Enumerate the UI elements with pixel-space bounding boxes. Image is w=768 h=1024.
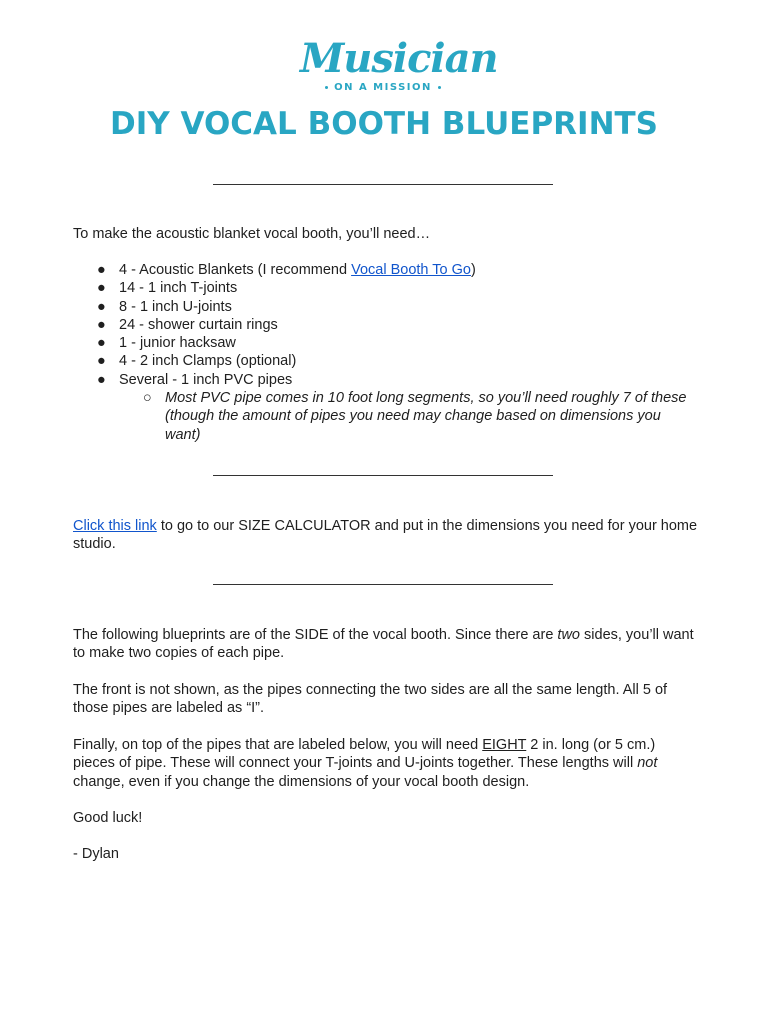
list-item xyxy=(73,279,698,297)
list-item-text: Several - 1 inch PVC pipes xyxy=(119,371,293,388)
para1-emphasis: two xyxy=(557,627,580,643)
list-item-text-end: ) xyxy=(470,262,476,278)
bullet-icon: ● xyxy=(97,280,106,297)
musician-on-a-mission-logo xyxy=(300,35,498,100)
para3-text-c: change, even if you change the dimensions of your vocal booth design. xyxy=(73,773,530,790)
logo-wordmark: Musician xyxy=(300,35,498,82)
logo-tagline xyxy=(300,82,466,94)
page-title: DIY VOCAL BOOTH BLUEPRINTS xyxy=(110,106,658,142)
list-item-text: 14 - 1 inch T-joints xyxy=(119,280,238,297)
calculator-text: to go to our SIZE CALCULATOR and put in the dimensions you need for your home studio. xyxy=(73,518,698,553)
list-item-text: 8 - 1 inch U-joints xyxy=(119,298,232,315)
materials-list xyxy=(73,261,698,444)
list-item xyxy=(73,298,698,316)
list-item-text: 4 - Acoustic Blankets (I recommend xyxy=(119,262,352,278)
list-item xyxy=(73,261,698,279)
bullet-icon: ● xyxy=(97,298,106,315)
signature-text: - Dylan xyxy=(73,846,119,862)
bullet-icon: ● xyxy=(97,371,106,388)
bullet-icon: ● xyxy=(97,316,106,333)
para3-text-a: Finally, on top of the pipes that are labeled below, you will need xyxy=(73,737,483,753)
list-item xyxy=(73,352,698,370)
bullet-icon: ● xyxy=(97,353,106,370)
vocal-booth-to-go-link[interactable]: Vocal Booth To Go xyxy=(351,262,471,278)
calculator-paragraph xyxy=(73,517,698,554)
divider-line xyxy=(213,475,553,476)
para3-text-b: 2 in. long (or 5 cm.) pieces of pipe. These will connect your T-joints and U-joints together. These lengths will xyxy=(73,737,656,772)
tagline-dot-icon xyxy=(325,86,328,89)
list-item xyxy=(73,334,698,352)
sub-list-item-text: Most PVC pipe comes in 10 foot long segments, so you’ll need roughly 7 of these (though the amount of pipes you need may change based on dimensions you want) xyxy=(165,390,687,443)
front-note-paragraph: The front is not shown, as the pipes connecting the two sides are all the same length. All 5 of those pipes are labeled as “I”. xyxy=(73,682,668,717)
bullet-icon: ● xyxy=(97,335,106,352)
para1-text-b: sides, you’ll want to make two copies of each pipe. xyxy=(73,627,694,662)
divider-line xyxy=(213,584,553,585)
para3-emphasis: not xyxy=(637,755,658,772)
para3-underline: EIGHT xyxy=(482,737,527,753)
intro-text: To make the acoustic blanket vocal booth, you’ll need… xyxy=(73,226,431,242)
connector-pipes-paragraph xyxy=(73,736,698,791)
logo-tagline-text: ON A MISSION xyxy=(334,82,432,93)
blueprint-side-paragraph xyxy=(73,626,698,663)
para1-text-a: The following blueprints are of the SIDE of the vocal booth. Since there are xyxy=(73,627,558,643)
size-calculator-link[interactable]: Click this link xyxy=(73,518,157,534)
tagline-dot-icon xyxy=(438,86,441,89)
sub-list-item xyxy=(73,389,698,444)
list-item xyxy=(73,371,698,389)
good-luck-text: Good luck! xyxy=(73,810,143,826)
bullet-icon: ● xyxy=(97,262,106,278)
list-item-text: 24 - shower curtain rings xyxy=(119,316,278,333)
circle-bullet-icon: ○ xyxy=(143,390,152,407)
list-item xyxy=(73,316,698,334)
list-item-text: 4 - 2 inch Clamps (optional) xyxy=(119,353,297,370)
list-item-text: 1 - junior hacksaw xyxy=(119,335,236,352)
divider-line xyxy=(213,184,553,185)
